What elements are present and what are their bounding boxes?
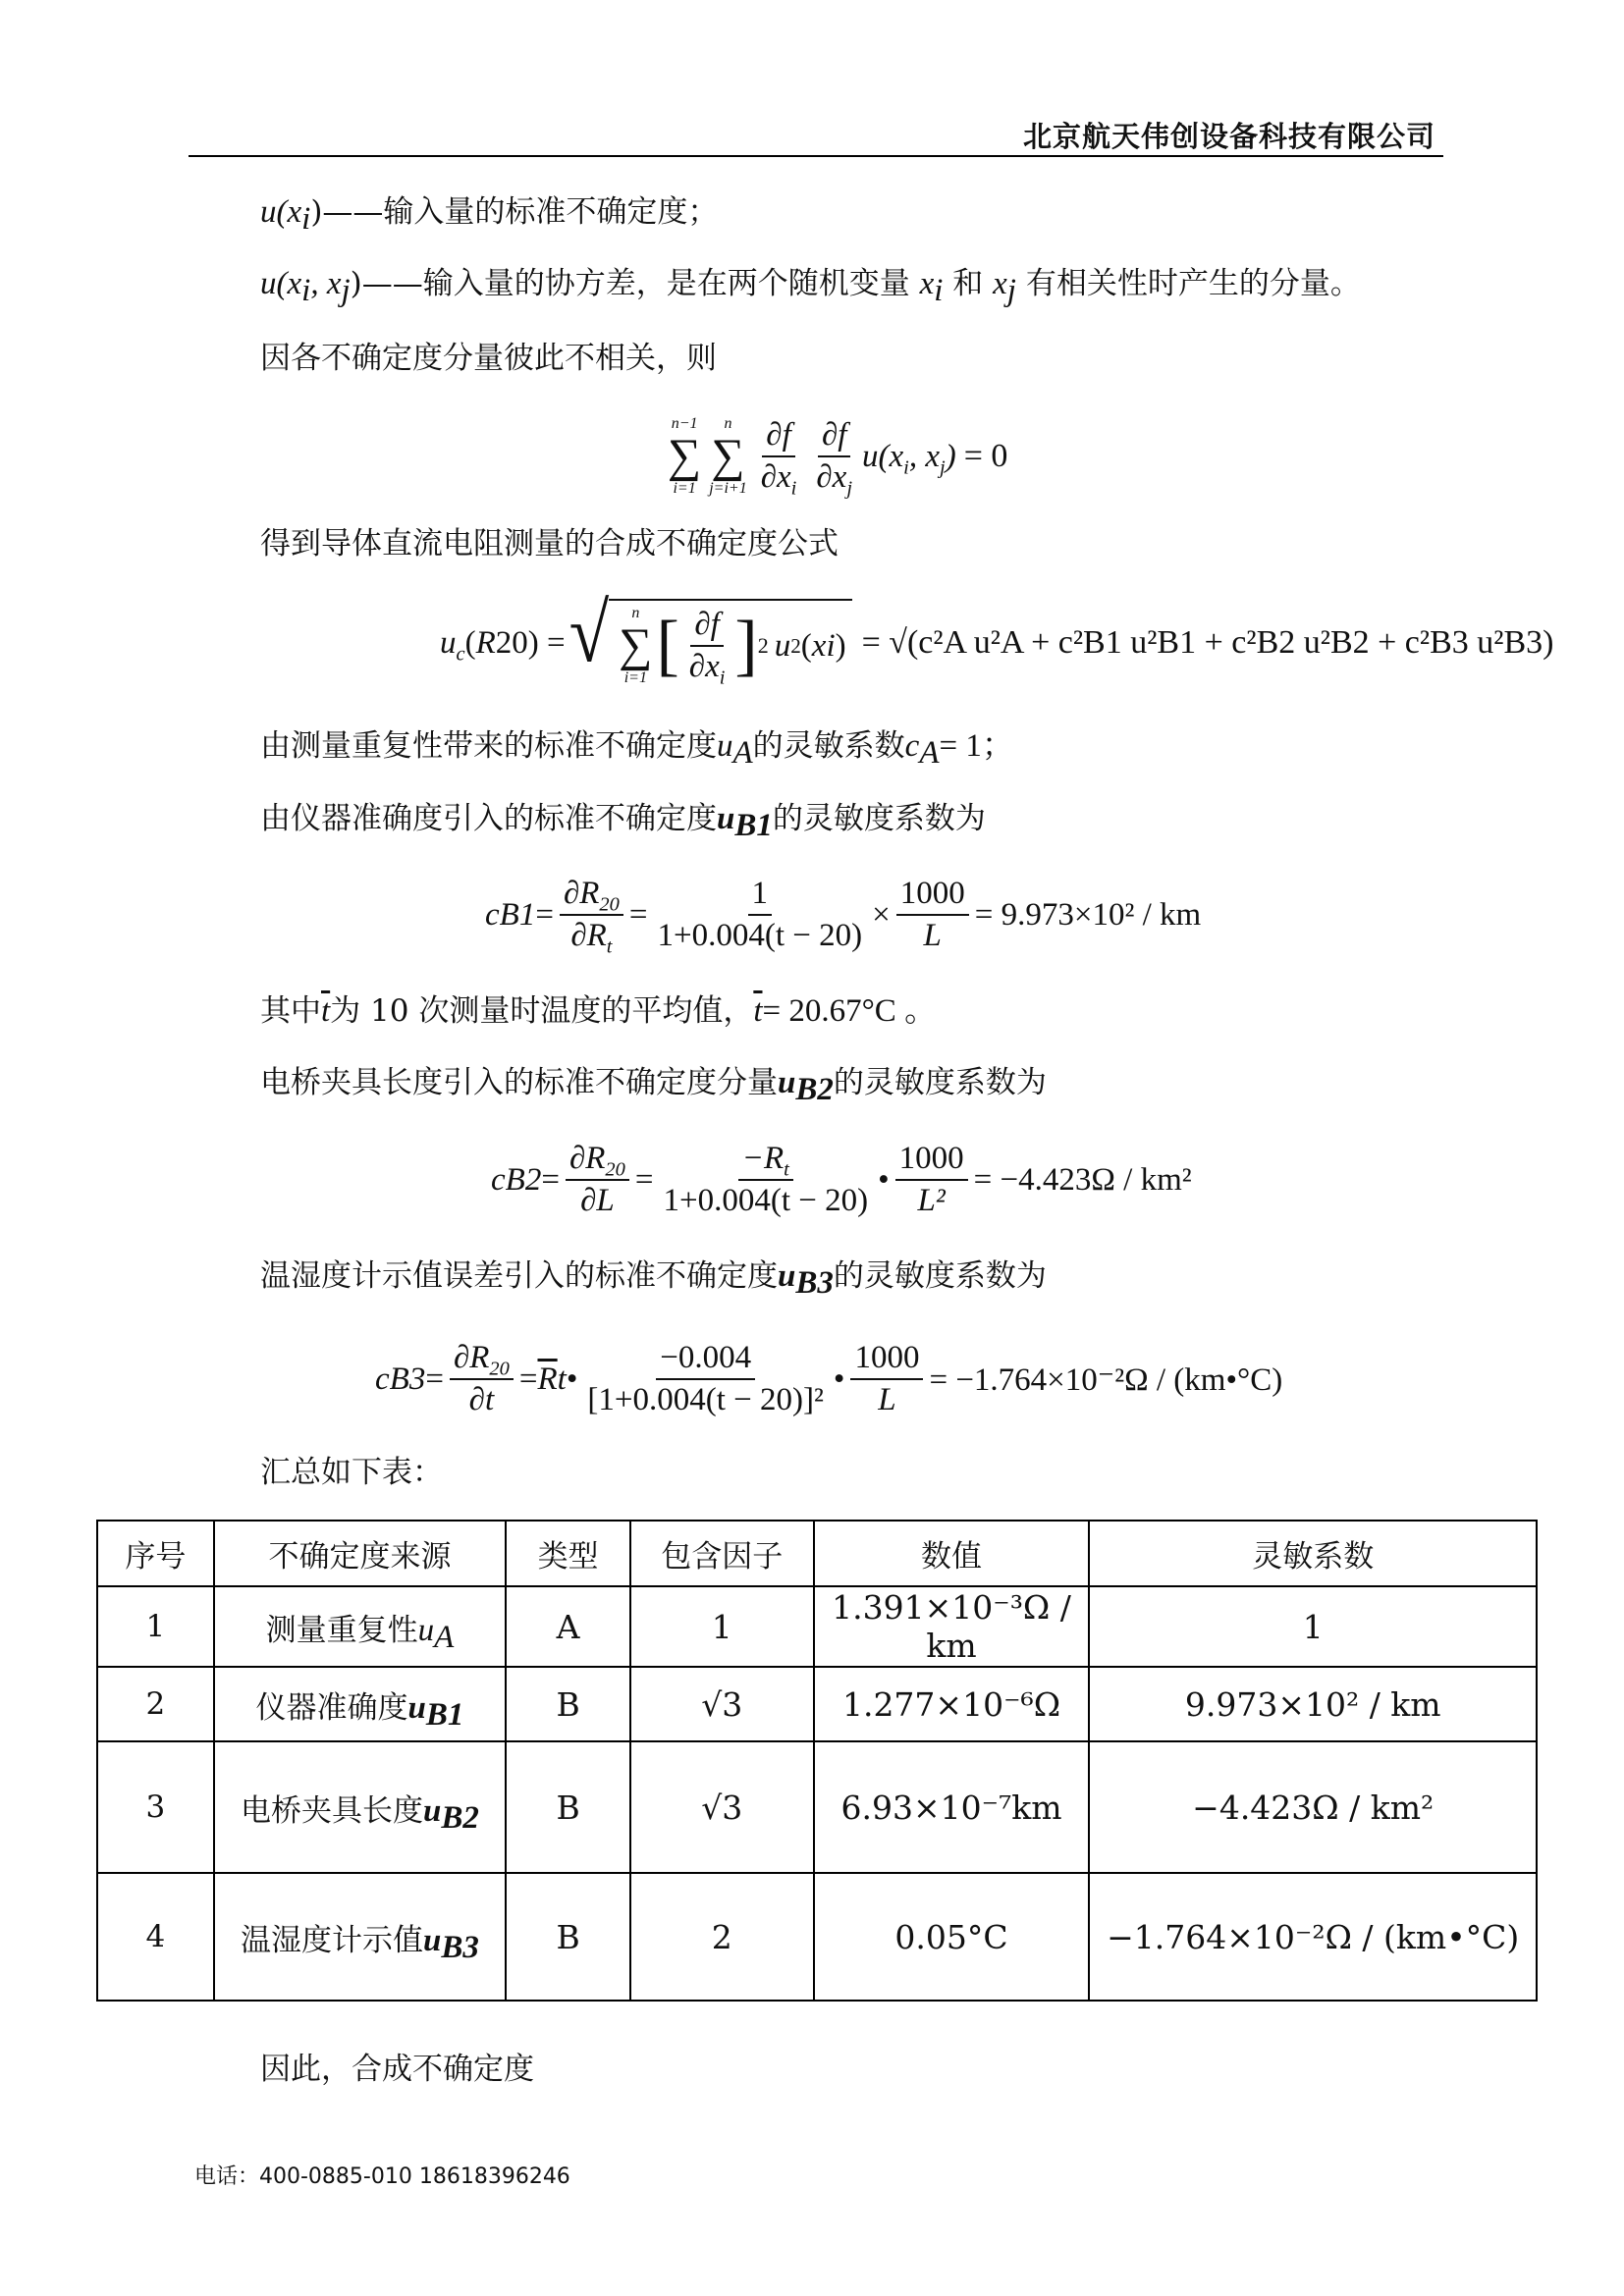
cell-type: B [506, 1741, 630, 1873]
cb1-result: = 9.973×10² / km [974, 896, 1202, 933]
covariance-sum-formula: n−1 ∑ i=1 n ∑ j=i+1 $\frac{\partial f}{\partial x_i}$ $\frac{\partial f}{\partial x_j}$ $u(x_i$, $x_j$) = 0 [668, 415, 1008, 500]
cb3-den2: L [878, 1382, 896, 1417]
cell-source [214, 1741, 506, 1873]
def-uxixj: $u(x_i$, $x_j)——$输入量的协方差，是在两个随机变量 $x_i$ 和 $x_j$ 有相关性时产生的分量。 [260, 266, 1361, 309]
and-text: 和 [952, 266, 984, 301]
uxx-mid: , x [310, 266, 342, 301]
cb2-num1: −R [741, 1141, 785, 1176]
header-divider [189, 155, 1443, 157]
table-row [97, 1873, 1537, 2001]
combined-intro-text: 得到导体直流电阻测量的合成不确定度公式 [260, 526, 839, 561]
cell-value: 6.93×10⁻⁷km [814, 1741, 1090, 1873]
uxx-sub-i: i [301, 273, 311, 309]
cell-source [214, 1586, 506, 1667]
uxx-prefix: u(x [260, 266, 302, 301]
cb1-formula: c B1 = $\frac{\partial R_{20}}{\partial R_t}$ = $\frac{1}{1+0.004(t - 20)}$ × $\frac{1000}{L}$ = 9.973×10² / km [485, 876, 1202, 958]
uxx-sub-j: j [341, 273, 351, 309]
uncorrelated-text: 因各不确定度分量彼此不相关，则 [260, 341, 717, 376]
source-symbol: u [417, 1612, 435, 1648]
clamp-sentence: 电桥夹具长度引入的标准不确定度分量$u_{B2}$的灵敏度系数为 [260, 1065, 1047, 1108]
footer-phone: 电话：400-0885-010 18618396246 [194, 2164, 570, 2189]
uncertainty-summary-table [96, 1520, 1538, 2002]
cb1-den2: L [923, 918, 942, 953]
source-symbol-sub: B3 [441, 1929, 479, 1965]
cell-source [214, 1667, 506, 1741]
root-sum-squares: √ n ∑ i=1 [ $\frac{\partial f}{\partial x_i}$ ] 2 u 2 ( x i ) [569, 599, 852, 687]
tbar-sentence: 其中$\overline{t}$为 10 次测量时温度的平均值，$\overline{t}= 20.67^\circ C$ 。 [260, 993, 938, 1029]
cell-coefficient: 1 [1089, 1586, 1537, 1667]
uxx-text: )——输入量的协方差，是在两个随机变量 [350, 266, 910, 301]
table-header-row [97, 1521, 1537, 1586]
source-symbol-sub: A [434, 1619, 455, 1655]
cell-source [214, 1873, 506, 2001]
col-header-coefficient: 灵敏系数 [1089, 1521, 1537, 1586]
cell-value: 1.277×10⁻⁶Ω [814, 1667, 1090, 1741]
hygro-tail: 的灵敏度系数为 [833, 1258, 1047, 1294]
source-text: 测量重复性 [265, 1612, 418, 1648]
cov-sum-result: = 0 [963, 438, 1008, 474]
sum-j: n ∑ j=i+1 [709, 415, 747, 497]
cb1-lhs: c [485, 896, 500, 933]
instrument-prefix: 由仪器准确度引入的标准不确定度 [260, 801, 717, 836]
cell-coefficient: 9.973×10² / km [1089, 1667, 1537, 1741]
conclusion-text: 因此，合成不确定度 [260, 2052, 534, 2087]
cell-type: A [506, 1586, 630, 1667]
uxi-text: )——输入量的标准不确定度； [310, 194, 719, 230]
cb2-den1: 1+0.004(t − 20) [663, 1183, 869, 1218]
source-symbol: u [423, 1792, 442, 1829]
source-symbol-sub: B2 [441, 1799, 479, 1836]
cb2-lhs: c [491, 1161, 506, 1198]
source-text: 温湿度计示值 [241, 1922, 424, 1958]
cell-type: B [506, 1873, 630, 2001]
col-header-type: 类型 [506, 1521, 630, 1586]
repeat-mid: 的灵敏系数 [752, 728, 905, 764]
cell-factor: √3 [630, 1741, 814, 1873]
uxx-tail: 有相关性时产生的分量。 [1025, 266, 1361, 301]
cell-index: 4 [97, 1873, 214, 2001]
col-header-index: 序号 [97, 1521, 214, 1586]
cb2-result: = −4.423Ω / km² [973, 1161, 1192, 1198]
cell-factor: 1 [630, 1586, 814, 1667]
repeatability-sentence: 由测量重复性带来的标准不确定度$u_A$的灵敏系数$c_A= 1$； [260, 728, 1014, 772]
table-row [97, 1667, 1537, 1741]
source-text: 电桥夹具长度 [241, 1792, 424, 1829]
col-header-source: 不确定度来源 [214, 1521, 506, 1586]
cb3-result: = −1.764×10⁻²Ω / (km•°C) [929, 1362, 1283, 1398]
table-row [97, 1741, 1537, 1873]
tbar-mid: 为 10 次测量时温度的平均值， [330, 993, 754, 1029]
source-symbol: u [407, 1689, 426, 1726]
hygro-prefix: 温湿度计示值误差引入的标准不确定度 [260, 1258, 778, 1294]
combined-rhs: = √(c²A u²A + c²B1 u²B1 + c²B2 u²B2 + c²B3 u²B3) [861, 624, 1554, 661]
instrument-tail: 的灵敏度系数为 [772, 801, 986, 836]
instrument-sentence: 由仪器准确度引入的标准不确定度$u_{B1}$的灵敏度系数为 [260, 801, 986, 844]
cell-index: 2 [97, 1667, 214, 1741]
cell-type: B [506, 1667, 630, 1741]
def-uxi [260, 192, 719, 238]
cell-index: 3 [97, 1741, 214, 1873]
clamp-tail: 的灵敏度系数为 [833, 1065, 1047, 1100]
company-name: 北京航天伟创设备科技有限公司 [1022, 120, 1435, 153]
cell-value: 1.391×10⁻³Ω / km [814, 1586, 1090, 1667]
cb3-num2: 1000 [850, 1340, 923, 1380]
cell-factor: √3 [630, 1667, 814, 1741]
tbar-value: = 20.67°C 。 [762, 993, 938, 1029]
source-text: 仪器准确度 [255, 1689, 408, 1726]
combined-uncertainty-formula: $u_c$ ( R 20 ) = √ n ∑ i=1 [ $\frac{\partial f}{\partial x_i}$ ] 2 u 2 ( x i ) = √(c²A u²A + c²B1 u²B1 + c²B2 u²B2 + c²B3 u²B3) [440, 587, 1554, 689]
table-row [97, 1586, 1537, 1667]
summary-intro-text: 汇总如下表： [260, 1455, 443, 1490]
cell-index: 1 [97, 1586, 214, 1667]
sum-i: n−1 ∑ i=1 [668, 415, 702, 497]
cb3-lhs: c [375, 1361, 390, 1397]
cb3-den1: [1+0.004(t − 20)]² [587, 1382, 824, 1417]
col-header-factor: 包含因子 [630, 1521, 814, 1586]
partial-f-xi: $\frac{\partial f}{\partial x_i}$ [760, 417, 797, 500]
source-symbol: u [423, 1922, 442, 1958]
cell-value: 0.05°C [814, 1873, 1090, 2001]
repeat-value: = 1； [939, 728, 1014, 764]
cb2-formula: c B2 = $\frac{\partial R_{20}}{\partial L}$ = $\frac{-R_t}{1+0.004(t - 20)}$ • $\frac{1000}{\text{L²}}$ = −4.423Ω / km² [491, 1141, 1192, 1218]
cb2-den2: L² [917, 1183, 946, 1218]
repeat-prefix: 由测量重复性带来的标准不确定度 [260, 728, 717, 764]
partial-f-xj: $\frac{\partial f}{\partial x_j}$ [816, 417, 853, 500]
cell-coefficient: −1.764×10⁻²Ω / (km•°C) [1089, 1873, 1537, 2001]
cell-coefficient: −4.423Ω / km² [1089, 1741, 1537, 1873]
hygrometer-sentence: 温湿度计示值误差引入的标准不确定度$u_{B3}$的灵敏度系数为 [260, 1258, 1047, 1302]
col-header-value: 数值 [814, 1521, 1090, 1586]
cb1-denominator: 1+0.004(t − 20) [657, 918, 863, 953]
tbar-prefix: 其中 [260, 993, 321, 1029]
uxi-prefix: u(x [260, 194, 302, 230]
cb3-formula: c B3 = $\frac{\partial R_{20}}{\partial t}$ = $\overline{R}$ t • $\frac{-0.004}{\text{[1+0.004(t − 20)]²}}$ • $\frac{1000}{L}$ = −1.764×10⁻²Ω / (km•°C) [375, 1340, 1283, 1417]
uxi-sub: i [301, 201, 311, 238]
source-symbol-sub: B1 [425, 1696, 464, 1733]
clamp-prefix: 电桥夹具长度引入的标准不确定度分量 [260, 1065, 778, 1100]
cb1-num2: 1000 [896, 876, 969, 916]
cell-factor: 2 [630, 1873, 814, 2001]
cb3-num1: −0.004 [656, 1340, 755, 1380]
var-xi: x [919, 266, 935, 301]
cb2-num2: 1000 [895, 1141, 968, 1181]
var-xj: x [993, 266, 1007, 301]
